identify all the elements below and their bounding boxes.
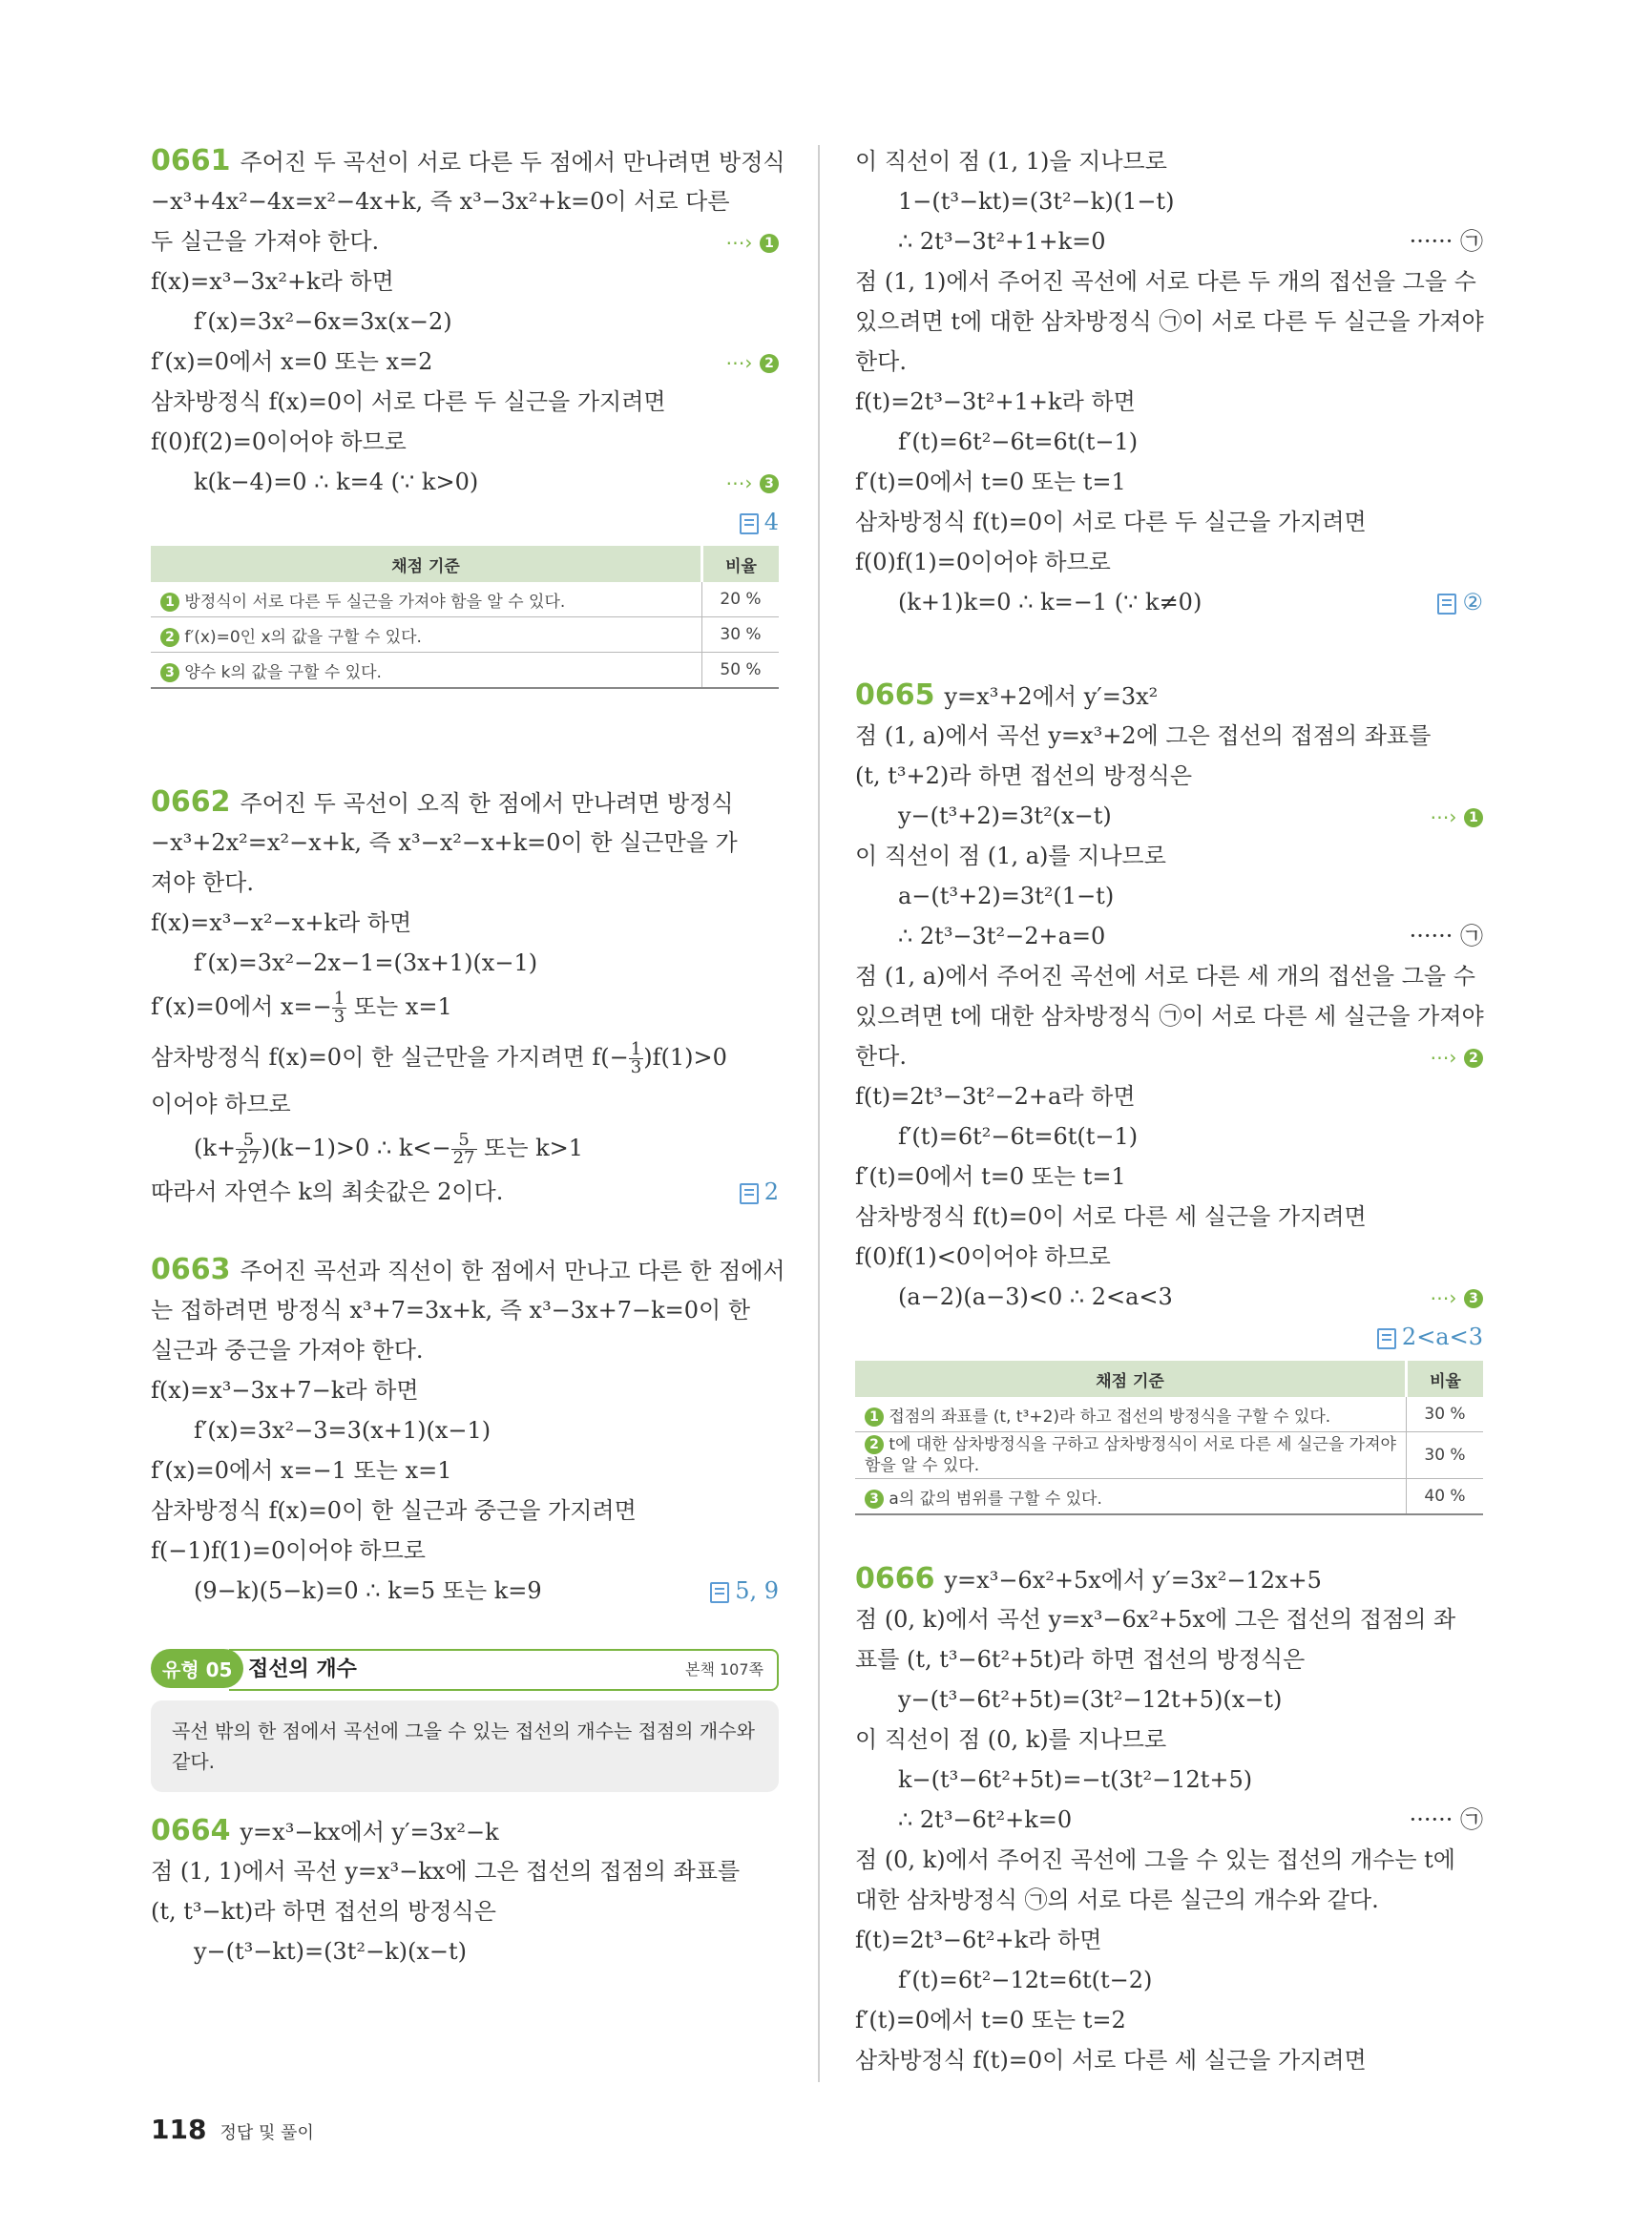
text-line: k−(t³−6t²+5t)=−t(3t²−12t+5): [898, 1766, 1253, 1793]
text-line: 삼차방정식 f(x)=0이 한 실근만을 가지려면 f(− $\frac{1}{3}$ )f(1)>0: [151, 1039, 727, 1077]
text-line: f′(t)=0에서 t=0 또는 t=2: [855, 2007, 1126, 2033]
text-line: 주어진 두 곡선이 오직 한 점에서 만나려면 방정식: [240, 790, 734, 817]
answer: 5, 9: [710, 1571, 779, 1611]
text-line: f(−1)f(1)=0이어야 하므로: [151, 1537, 426, 1564]
text-line: −x³+2x²=x²−x+k, 즉 x³−x²−x+k=0이 한 실근만을 가: [151, 829, 738, 856]
answer-icon: [740, 513, 759, 534]
problem-0664-continued: [855, 141, 1483, 622]
step-marker: ⋯› 3: [725, 462, 779, 503]
text-line: f(x)=x³−3x²+k라 하면: [151, 268, 394, 295]
table-header-criteria: 채점 기준: [151, 546, 702, 582]
text-line: 점 (1, 1)에서 곡선 y=x³−kx에 그은 접선의 접점의 좌표를: [151, 1858, 741, 1885]
table-row: 2 f′(x)=0인 x의 값을 구할 수 있다. 30 %: [151, 617, 779, 653]
answer-icon: [740, 1183, 759, 1204]
arrow-icon: ⋯›: [1430, 1286, 1457, 1309]
text-line: 1−(t³−kt)=(3t²−k)(1−t): [898, 188, 1175, 215]
problem-0665: [855, 676, 1483, 1357]
book-reference: 본책 107쪽: [685, 1660, 763, 1678]
footer-title: 정답 및 풀이: [220, 2123, 314, 2143]
text-line: (t, t³−kt)라 하면 접선의 방정식은: [151, 1898, 496, 1925]
text-line: 따라서 자연수 k의 최솟값은 2이다.: [151, 1178, 504, 1205]
step-marker: ⋯› 1: [725, 221, 779, 262]
table-row: 2 t에 대한 삼차방정식을 구하고 삼차방정식이 서로 다른 세 실근을 가져야 함을 알 수 있다. 30 %: [855, 1432, 1483, 1479]
page-number: 118: [151, 2114, 207, 2145]
text-line: 져야 한다.: [151, 869, 254, 896]
type-header: [151, 1649, 779, 1691]
type-badge: 유형 05: [151, 1649, 243, 1688]
text-line: f(0)f(1)<0이어야 하므로: [855, 1243, 1111, 1270]
text-line: f′(t)=0에서 t=0 또는 t=1: [855, 469, 1126, 495]
table-row: 3 양수 k의 값을 구할 수 있다. 50 %: [151, 653, 779, 689]
text-line: y−(t³+2)=3t²(x−t): [898, 803, 1112, 829]
text-line: k(k−4)=0 ∴ k=4 (∵ k>0): [194, 469, 479, 495]
equation-mark: ······ ㉠: [1409, 1806, 1483, 1833]
text-line: f′(t)=6t²−6t=6t(t−1): [898, 428, 1139, 455]
problem-0666: [855, 1559, 1483, 2080]
text-line: ∴ 2t³−6t²+k=0: [898, 1806, 1073, 1833]
text-line: f(t)=2t³−3t²+1+k라 하면: [855, 388, 1136, 415]
step-marker: ⋯› 2: [725, 342, 779, 383]
text-line: f′(x)=0에서 x=0 또는 x=2: [151, 348, 433, 375]
arrow-icon: ⋯›: [1430, 1046, 1457, 1069]
text-line: f′(t)=6t²−12t=6t(t−2): [898, 1967, 1153, 1993]
text-line: 주어진 곡선과 직선이 한 점에서 만나고 다른 한 점에서: [240, 1258, 785, 1284]
problem-0661: [151, 141, 785, 542]
text-line: 삼차방정식 f(t)=0이 서로 다른 두 실근을 가지려면: [855, 509, 1367, 535]
text-line: f(t)=2t³−3t²−2+a라 하면: [855, 1083, 1136, 1110]
text-line: 실근과 중근을 가져야 한다.: [151, 1337, 424, 1364]
answer-icon: [1377, 1328, 1396, 1349]
text-line: y=x³−kx에서 y′=3x²−k: [240, 1819, 499, 1845]
text-line: −x³+4x²−4x=x²−4x+k, 즉 x³−3x²+k=0이 서로 다른: [151, 188, 730, 215]
text-line: 표를 (t, t³−6t²+5t)라 하면 접선의 방정식은: [855, 1646, 1306, 1673]
arrow-icon: ⋯›: [725, 351, 753, 374]
table-row: 1 접점의 좌표를 (t, t³+2)라 하고 접선의 방정식을 구할 수 있다. 30 %: [855, 1397, 1483, 1432]
text-line: f′(x)=3x²−3=3(x+1)(x−1): [194, 1417, 491, 1444]
table-header-ratio: 비율: [1407, 1361, 1484, 1397]
text-line: 점 (1, a)에서 주어진 곡선에 서로 다른 세 개의 접선을 그을 수: [855, 963, 1475, 990]
answer: ②: [1437, 582, 1483, 622]
problem-number: 0666: [855, 1562, 935, 1595]
text-line: (t, t³+2)라 하면 접선의 방정식은: [855, 762, 1192, 789]
table-row: 3 a의 값의 범위를 구할 수 있다. 40 %: [855, 1479, 1483, 1515]
text-line: 한다.: [855, 1043, 907, 1070]
text-line: y=x³−6x²+5x에서 y′=3x²−12x+5: [944, 1567, 1322, 1594]
text-line: 삼차방정식 f(t)=0이 서로 다른 세 실근을 가지려면: [855, 1203, 1367, 1230]
text-line: (k+1)k=0 ∴ k=−1 (∵ k≠0): [898, 589, 1202, 615]
text-line: (k+ $\frac{5}{27}$ )(k−1)>0 ∴ k<− $\frac{5}{27}$ 또는 k>1: [194, 1130, 584, 1168]
right-column: [855, 141, 1483, 2080]
text-line: 이 직선이 점 (1, a)를 지나므로: [855, 843, 1166, 869]
text-line: f′(x)=3x²−6x=3x(x−2): [194, 308, 452, 335]
problem-number: 0663: [151, 1253, 231, 1286]
text-line: 있으려면 t에 대한 삼차방정식 ㉠이 서로 다른 세 실근을 가져야: [855, 1003, 1484, 1030]
problem-0664: [151, 1811, 779, 1971]
answer: 2<a<3: [1377, 1317, 1483, 1357]
text-line: 이어야 하므로: [151, 1091, 291, 1117]
text-line: 는 접하려면 방정식 x³+7=3x+k, 즉 x³−3x+7−k=0이 한: [151, 1297, 751, 1324]
column-divider: [818, 145, 820, 2082]
step-marker: ⋯› 3: [1430, 1277, 1483, 1318]
step-marker: ⋯› 1: [1430, 796, 1483, 837]
problem-number: 0665: [855, 678, 935, 712]
text-line: f′(t)=6t²−6t=6t(t−1): [898, 1123, 1139, 1150]
table-header-criteria: 채점 기준: [855, 1361, 1407, 1397]
text-line: f′(x)=0에서 x=− $\frac{1}{3}$ 또는 x=1: [151, 989, 452, 1027]
text-line: a−(t³+2)=3t²(1−t): [898, 883, 1115, 909]
scoring-table: [855, 1361, 1483, 1515]
arrow-icon: ⋯›: [1430, 805, 1457, 828]
equation-mark: ······ ㉠: [1409, 228, 1483, 255]
answer-icon: [710, 1582, 729, 1603]
type-title: 접선의 개수: [248, 1658, 357, 1681]
scoring-table: [151, 546, 779, 689]
text-line: 한다.: [855, 348, 907, 375]
text-line: 삼차방정식 f(t)=0이 서로 다른 세 실근을 가지려면: [855, 2047, 1367, 2074]
text-line: f(x)=x³−x²−x+k라 하면: [151, 909, 412, 936]
step-marker: ⋯› 2: [1430, 1036, 1483, 1077]
answer: 4: [740, 502, 779, 542]
problem-0663: [151, 1250, 785, 1611]
text-line: 점 (1, a)에서 곡선 y=x³+2에 그은 접선의 접점의 좌표를: [855, 722, 1432, 749]
text-line: f(0)f(2)=0이어야 하므로: [151, 428, 407, 455]
problem-0662: [151, 782, 779, 1212]
equation-mark: ······ ㉠: [1409, 923, 1483, 949]
text-line: f′(x)=3x²−2x−1=(3x+1)(x−1): [194, 949, 538, 976]
text-line: f′(t)=0에서 t=0 또는 t=1: [855, 1163, 1126, 1190]
text-line: 이 직선이 점 (1, 1)을 지나므로: [855, 148, 1167, 175]
page-footer: [151, 2114, 314, 2145]
problem-number: 0664: [151, 1814, 231, 1847]
problem-number: 0661: [151, 144, 231, 177]
text-line: 두 실근을 가져야 한다.: [151, 228, 380, 255]
text-line: 대한 삼차방정식 ㉠의 서로 다른 실근의 개수와 같다.: [855, 1887, 1379, 1913]
text-line: f′(x)=0에서 x=−1 또는 x=1: [151, 1457, 452, 1484]
arrow-icon: ⋯›: [725, 231, 753, 254]
text-line: 점 (0, k)에서 주어진 곡선에 그을 수 있는 접선의 개수는 t에: [855, 1846, 1455, 1873]
problem-number: 0662: [151, 785, 231, 819]
left-column: [151, 141, 785, 1971]
text-line: f(t)=2t³−6t²+k라 하면: [855, 1927, 1102, 1953]
text-line: y−(t³−6t²+5t)=(3t²−12t+5)(x−t): [898, 1686, 1283, 1713]
text-line: y=x³+2에서 y′=3x²: [944, 683, 1159, 710]
text-line: 점 (0, k)에서 곡선 y=x³−6x²+5x에 그은 접선의 접점의 좌: [855, 1606, 1456, 1633]
answer-icon: [1437, 594, 1456, 615]
text-line: ∴ 2t³−3t²−2+a=0: [898, 923, 1106, 949]
text-line: y−(t³−kt)=(3t²−k)(x−t): [194, 1938, 467, 1965]
text-line: 이 직선이 점 (0, k)를 지나므로: [855, 1726, 1167, 1753]
text-line: ∴ 2t³−3t²+1+k=0: [898, 228, 1106, 255]
text-line: (9−k)(5−k)=0 ∴ k=5 또는 k=9: [194, 1577, 542, 1604]
text-line: f(0)f(1)=0이어야 하므로: [855, 549, 1111, 575]
text-line: 점 (1, 1)에서 주어진 곡선에 서로 다른 두 개의 접선을 그을 수: [855, 268, 1476, 295]
tip-box: 곡선 밖의 한 점에서 곡선에 그을 수 있는 접선의 개수는 접점의 개수와 같다.: [151, 1700, 779, 1792]
text-line: 주어진 두 곡선이 서로 다른 두 점에서 만나려면 방정식: [240, 149, 785, 176]
arrow-icon: ⋯›: [725, 471, 753, 494]
answer: 2: [740, 1172, 779, 1212]
text-line: (a−2)(a−3)<0 ∴ 2<a<3: [898, 1283, 1173, 1310]
text-line: f(x)=x³−3x+7−k라 하면: [151, 1377, 419, 1404]
text-line: 삼차방정식 f(x)=0이 한 실근과 중근을 가지려면: [151, 1497, 637, 1524]
table-row: 1 방정식이 서로 다른 두 실근을 가져야 함을 알 수 있다. 20 %: [151, 582, 779, 617]
table-header-ratio: 비율: [702, 546, 780, 582]
text-line: 있으려면 t에 대한 삼차방정식 ㉠이 서로 다른 두 실근을 가져야: [855, 308, 1484, 335]
text-line: 삼차방정식 f(x)=0이 서로 다른 두 실근을 가지려면: [151, 388, 666, 415]
